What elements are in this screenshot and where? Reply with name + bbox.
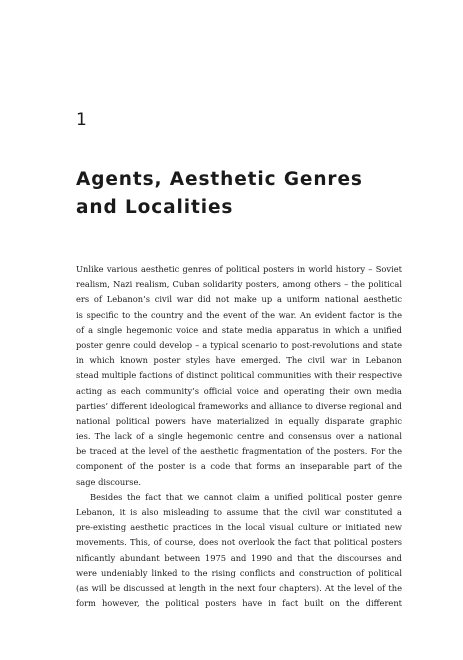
text-line: were undeniably linked to the rising conflicts and construction of political — [76, 567, 402, 578]
text-line: poster genre could develop – a typical scenario to post-revolutions and state — [76, 339, 402, 350]
text-line: national political powers have materialized in equally disparate graphic — [76, 415, 402, 426]
text-line: sage discourse. — [76, 476, 142, 487]
chapter-title — [76, 166, 416, 222]
text-line: component of the poster is a code that forms an inseparable part of the — [76, 461, 402, 472]
text-line: in which known poster styles have emerged. The civil war in Lebanon — [76, 355, 402, 366]
chapter-title-line: and Localities — [76, 197, 234, 218]
text-line: movements. This, of course, does not overlook the fact that political posters — [76, 537, 402, 548]
text-line: parties’ different ideological frameworks and alliance to diverse regional and — [76, 400, 402, 411]
text-line: ers of Lebanon’s civil war did not make up a uniform national aesthetic — [76, 294, 402, 305]
text-line: ies. The lack of a single hegemonic centre and consensus over a national — [76, 431, 402, 442]
chapter-number: 1 — [76, 110, 87, 130]
text-line: of a single hegemonic voice and state media apparatus in which a unified — [76, 324, 402, 335]
text-line: form however, the political posters have in fact built on the different — [76, 598, 402, 609]
text-line: nificantly abundant between 1975 and 1990 and that the discourses and — [76, 552, 402, 563]
text-line: pre-existing aesthetic practices in the local visual culture or initiated new — [76, 522, 402, 533]
text-line: stead multiple factions of distinct political communities with their respective — [76, 370, 402, 381]
text-line: Unlike various aesthetic genres of political posters in world history – Soviet — [76, 264, 402, 274]
text-line: realism, Nazi realism, Cuban solidarity posters, among others – the political — [76, 279, 402, 290]
text-line: is specific to the country and the event of the war. An evident factor is the — [76, 309, 402, 320]
body-text — [76, 262, 402, 611]
text-line: be traced at the level of the aesthetic fragmentation of the posters. For the — [76, 446, 402, 457]
chapter-title-line: Agents, Aesthetic Genres — [76, 169, 363, 190]
text-line: acting as each community’s official voice and operating their own media — [76, 385, 402, 396]
text-line: Lebanon, it is also misleading to assume that the civil war constituted a — [76, 507, 402, 517]
text-line: Besides the fact that we cannot claim a unified political poster genre — [90, 491, 402, 502]
text-line: (as will be discussed at length in the next four chapters). At the level of the — [76, 582, 402, 593]
